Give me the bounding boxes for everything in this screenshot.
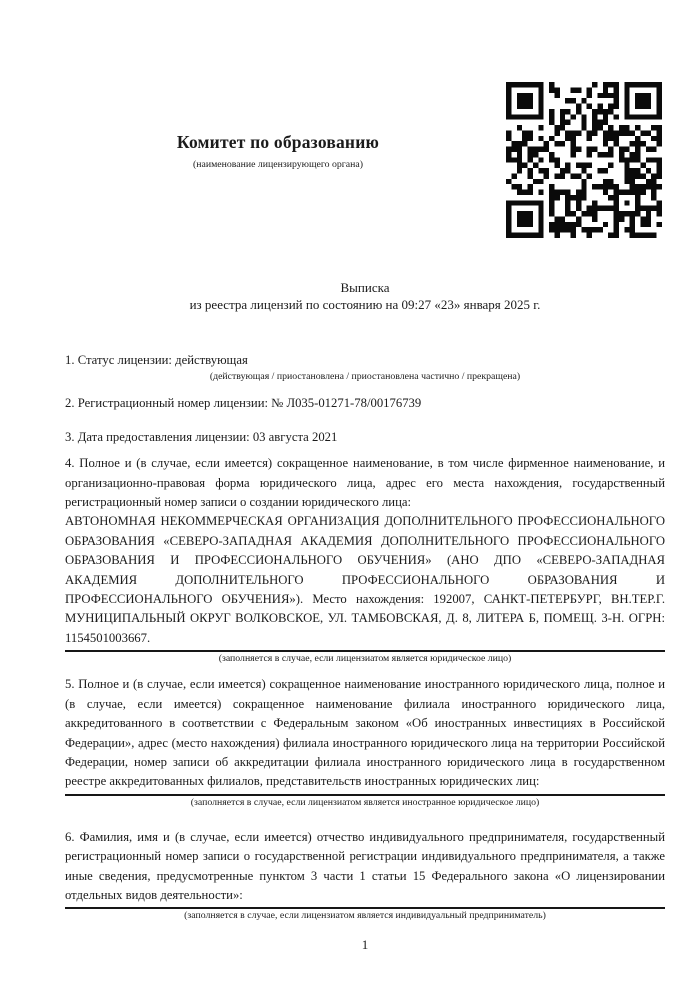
- field-grant-date: 3. Дата предоставления лицензии: 03 августа 2021: [65, 429, 338, 444]
- entrepreneur-hint: (заполняется в случае, если лицензиатом является индивидуальный предприниматель): [184, 910, 546, 922]
- field-legal-entity: [65, 454, 665, 665]
- legal-entity-hint: (заполняется в случае, если лицензиатом является юридическое лицо): [218, 653, 512, 665]
- legal-entity-text: [65, 454, 665, 648]
- license-status-text: 1. Статус лицензии: действующая: [65, 353, 248, 367]
- document-title: Выписка: [340, 280, 390, 295]
- field-license-status: [65, 351, 665, 383]
- legal-entity-value: АВТОНОМНАЯ НЕКОММЕРЧЕСКАЯ ОРГАНИЗАЦИЯ ДОПОЛНИТЕЛЬНОГО ПРОФЕССИОНАЛЬНОГО ОБРАЗОВАНИЯ «СЕВЕРО-ЗАПАДНАЯ АКАДЕМИЯ ДОПОЛНИТЕЛЬНОГО ПРОФЕССИОНАЛЬНОГО ОБРАЗОВАНИЯ И ПРОФЕССИОНАЛЬНОГО ОБУЧЕНИЯ» (АНО ДПО «СЕВЕРО-ЗАПАДНАЯ АКАДЕМИЯ ДОПОЛНИТЕЛЬНОГО ПРОФЕССИОНАЛЬНОГО ОБРАЗОВАНИЯ И ПРОФЕССИОНАЛЬНОГО ОБУЧЕНИЯ»). Место нахождения: 192007, САНКТ-ПЕТЕРБУРГ, ВН.ТЕР.Г. МУНИЦИПАЛЬНЫЙ ОКРУГ ВОЛКОВСКОЕ, УЛ. ТАМБОВСКАЯ, Д. 8, ЛИТЕРА Б, ПОМЕЩ. 3-Н. ОГРН: 1154501003667.: [65, 514, 665, 645]
- licensing-authority-block: [65, 131, 491, 171]
- license-status-hint: (действующая / приостановлена / приостановлена частично / прекращена): [209, 371, 521, 383]
- page-number: 1: [361, 937, 369, 953]
- field-foreign-entity: [65, 675, 665, 808]
- foreign-entity-text: 5. Полное и (в случае, если имеется) сокращенное наименование иностранного юридического лица, полное и (в случае, если имеется) сокращенное наименование филиала иностранного юридического лица, аккредитованного в соответствии с Федеральным законом «Об иностранных инвестициях в Российской Федерации», адрес (место нахождения) филиала иностранного юридического лица на территории Российской Федерации, номер записи об аккредитации филиала иностранного юридического лица в государственном реестре аккредитованных филиалов, представительств иностранных юридических лиц:: [65, 677, 665, 789]
- entrepreneur-text: 6. Фамилия, имя и (в случае, если имеется) отчество индивидуального предпринимателя, государственный регистрационный номер записи о государственной регистрации индивидуального предпринимателя, а также иные сведения, предусмотренные пунктом 3 части 1 статьи 15 Федерального закона «О лицензировании отдельных видов деятельности»:: [65, 829, 665, 902]
- field-registration-number: 2. Регистрационный номер лицензии: № Л035-01271-78/00176739: [65, 396, 422, 411]
- document-title-date-line: из реестра лицензий по состоянию на 09:27 «23» января 2025 г.: [189, 296, 541, 312]
- document-title-block: [65, 280, 665, 313]
- field-entrepreneur: [65, 828, 665, 923]
- document-body: [65, 351, 665, 954]
- foreign-entity-hint: (заполняется в случае, если лицензиатом является иностранное юридическое лицо): [190, 796, 540, 808]
- qr-code-icon: [506, 82, 662, 238]
- legal-entity-intro: 4. Полное и (в случае, если имеется) сокращенное наименование, в том числе фирменное наименование, и организационно-правовая форма юридического лица, адрес его места нахождения, государственный регистрационный номер записи о создании юридического лица:: [65, 456, 665, 510]
- licensing-authority-caption: (наименование лицензирующего органа): [192, 159, 363, 170]
- licensing-authority-name: Комитет по образованию: [176, 132, 380, 152]
